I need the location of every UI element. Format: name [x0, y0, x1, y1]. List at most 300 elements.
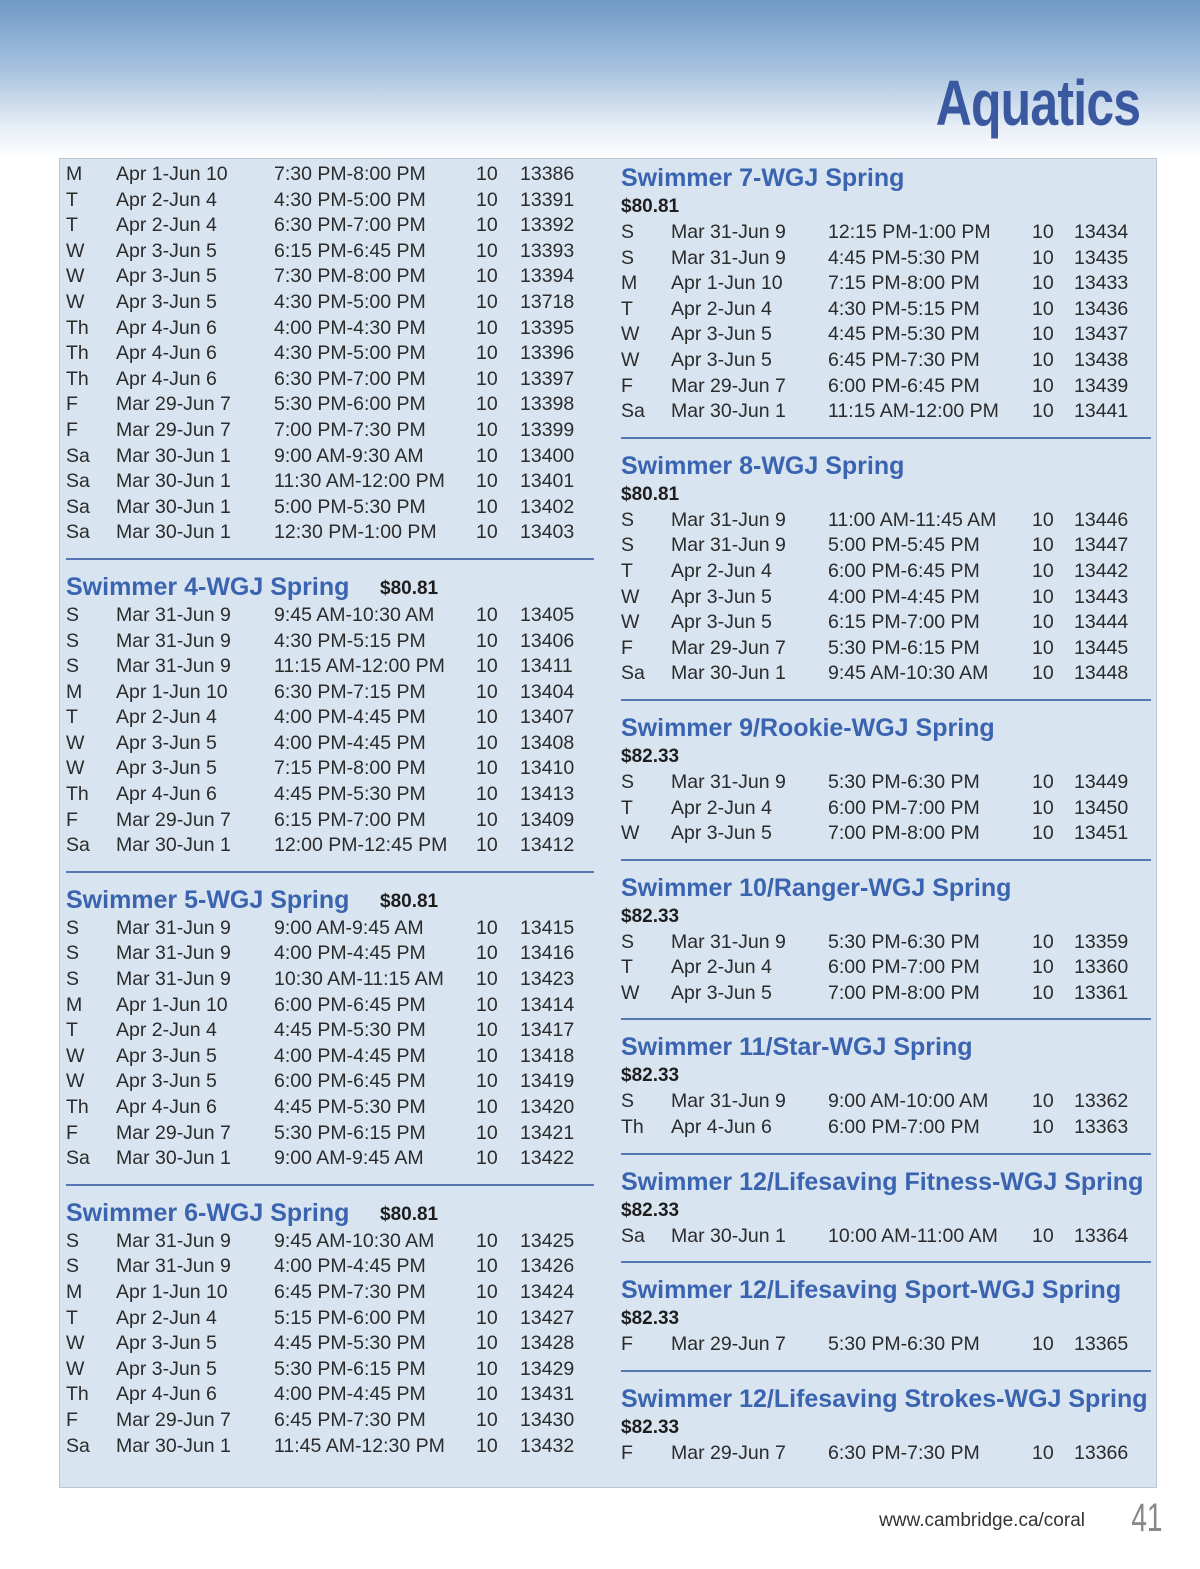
day-cell: F [66, 393, 78, 416]
date-range-cell: Apr 3-Jun 5 [671, 348, 772, 371]
day-cell: S [621, 1090, 635, 1113]
page-number: 41 [1130, 1496, 1162, 1540]
day-cell: F [621, 374, 633, 397]
table-row [621, 821, 1151, 847]
course-code-cell: 13418 [520, 1044, 575, 1067]
course-code-cell: 13427 [520, 1306, 575, 1329]
date-range-cell: Mar 30-Jun 1 [116, 444, 231, 467]
time-cell: 4:00 PM-4:45 PM [274, 1255, 426, 1278]
weeks-cell: 10 [1032, 508, 1054, 531]
divider [621, 699, 1151, 701]
course-code-cell: 13432 [520, 1434, 575, 1457]
time-cell: 5:30 PM-6:15 PM [274, 1357, 426, 1380]
program-price: $80.81 [621, 483, 680, 505]
weeks-cell: 10 [476, 290, 498, 313]
date-range-cell: Apr 2-Jun 4 [116, 706, 217, 729]
weeks-cell: 10 [1032, 1116, 1054, 1139]
day-cell: M [66, 1280, 83, 1303]
table-row [621, 636, 1151, 662]
table-row [66, 1331, 594, 1357]
weeks-cell: 10 [1032, 1333, 1054, 1356]
table-row [66, 341, 594, 367]
date-range-cell: Apr 2-Jun 4 [671, 796, 772, 819]
table-row [621, 508, 1151, 534]
course-code-cell: 13398 [520, 393, 575, 416]
time-cell: 11:15 AM-12:00 PM [828, 400, 999, 423]
date-range-cell: Apr 4-Jun 6 [116, 1096, 217, 1118]
day-cell: Sa [621, 662, 645, 685]
date-range-cell: Apr 1-Jun 10 [116, 1280, 228, 1303]
time-cell: 6:45 PM-7:30 PM [828, 348, 980, 371]
course-code-cell: 13411 [520, 655, 573, 678]
weeks-cell: 10 [476, 1383, 498, 1406]
day-cell: F [66, 418, 78, 441]
date-range-cell: Apr 4-Jun 6 [671, 1116, 772, 1139]
program-title: Swimmer 12/Lifesaving Fitness-WGJ Spring [621, 1167, 1144, 1196]
table-row [66, 1146, 594, 1172]
time-cell: 9:00 AM-10:00 AM [828, 1090, 989, 1113]
time-cell: 9:45 AM-10:30 AM [274, 1229, 435, 1252]
weeks-cell: 10 [476, 1044, 498, 1067]
course-code-cell: 13422 [520, 1147, 575, 1170]
footer-url[interactable]: www.cambridge.ca/coral [879, 1510, 1085, 1531]
date-range-cell: Apr 3-Jun 5 [116, 757, 217, 780]
day-cell: F [66, 1408, 78, 1431]
table-row [66, 1069, 594, 1095]
day-cell: S [66, 655, 80, 678]
table-row [621, 533, 1151, 559]
day-cell: W [66, 1357, 85, 1380]
table-row [621, 770, 1151, 796]
table-row [66, 188, 594, 214]
weeks-cell: 10 [1032, 981, 1054, 1004]
table-row [621, 610, 1151, 636]
date-range-cell: Mar 31-Jun 9 [671, 930, 786, 953]
day-cell: M [621, 272, 638, 295]
table-row [66, 1254, 594, 1280]
program-price: $82.33 [621, 1065, 680, 1087]
course-code-cell: 13415 [520, 916, 575, 939]
date-range-cell: Mar 31-Jun 9 [116, 968, 231, 991]
weeks-cell: 10 [1032, 559, 1054, 582]
date-range-cell: Apr 3-Jun 5 [671, 611, 772, 634]
time-cell: 6:30 PM-7:00 PM [274, 214, 426, 237]
date-range-cell: Mar 29-Jun 7 [671, 636, 786, 659]
course-code-cell: 13391 [520, 188, 575, 211]
divider [621, 437, 1151, 439]
date-range-cell: Mar 31-Jun 9 [116, 655, 231, 678]
table-row [621, 374, 1151, 400]
time-cell: 6:00 PM-6:45 PM [274, 993, 426, 1016]
weeks-cell: 10 [476, 239, 498, 262]
time-cell: 4:00 PM-4:30 PM [274, 316, 426, 339]
weeks-cell: 10 [476, 993, 498, 1016]
table-row [621, 955, 1151, 981]
time-cell: 7:30 PM-8:00 PM [274, 163, 426, 185]
weeks-cell: 10 [476, 1229, 498, 1252]
date-range-cell: Mar 31-Jun 9 [671, 770, 786, 793]
day-cell: W [66, 757, 85, 780]
course-code-cell: 13394 [520, 265, 575, 288]
course-code-cell: 13425 [520, 1229, 575, 1252]
day-cell: W [621, 822, 640, 845]
time-cell: 6:00 PM-7:00 PM [828, 956, 980, 979]
weeks-cell: 10 [476, 968, 498, 991]
time-cell: 9:00 AM-9:45 AM [274, 916, 424, 939]
day-cell: M [66, 680, 83, 703]
weeks-cell: 10 [1032, 796, 1054, 819]
course-code-cell: 13386 [520, 163, 575, 185]
course-code-cell: 13430 [520, 1408, 575, 1431]
page-title: Aquatics [935, 67, 1140, 139]
table-row [621, 1224, 1151, 1250]
weeks-cell: 10 [476, 783, 498, 806]
table-row [621, 661, 1151, 687]
course-code-cell: 13417 [520, 1019, 575, 1042]
table-row [66, 162, 594, 188]
day-cell: W [66, 290, 85, 313]
date-range-cell: Mar 29-Jun 7 [671, 374, 786, 397]
day-cell: T [66, 214, 78, 237]
time-cell: 5:30 PM-6:30 PM [828, 930, 980, 953]
table-row [66, 1306, 594, 1332]
day-cell: Sa [621, 400, 645, 423]
table-row [66, 1382, 594, 1408]
table-row [621, 930, 1151, 956]
time-cell: 10:00 AM-11:00 AM [828, 1224, 998, 1247]
time-cell: 4:45 PM-5:30 PM [828, 246, 980, 269]
table-row [66, 680, 594, 706]
weeks-cell: 10 [1032, 374, 1054, 397]
table-row [66, 316, 594, 342]
course-code-cell: 13405 [520, 603, 575, 626]
day-cell: F [66, 1121, 78, 1144]
day-cell: S [621, 508, 635, 531]
date-range-cell: Apr 4-Jun 6 [116, 1383, 217, 1406]
date-range-cell: Apr 2-Jun 4 [671, 559, 772, 582]
date-range-cell: Mar 29-Jun 7 [116, 808, 231, 831]
program-price: $80.81 [380, 577, 439, 599]
program-title: Swimmer 6-WGJ Spring [66, 1198, 350, 1227]
time-cell: 6:30 PM-7:15 PM [274, 680, 426, 703]
weeks-cell: 10 [476, 655, 498, 678]
table-row [621, 246, 1151, 272]
day-cell: F [66, 808, 78, 831]
course-code-cell: 13408 [520, 731, 575, 754]
weeks-cell: 10 [476, 1070, 498, 1093]
table-row [66, 1408, 594, 1434]
time-cell: 7:00 PM-8:00 PM [828, 981, 980, 1004]
weeks-cell: 10 [476, 680, 498, 703]
time-cell: 4:00 PM-4:45 PM [274, 1383, 426, 1406]
weeks-cell: 10 [476, 1306, 498, 1329]
table-row [66, 1095, 594, 1121]
table-row [66, 418, 594, 444]
time-cell: 4:30 PM-5:00 PM [274, 290, 426, 313]
date-range-cell: Apr 3-Jun 5 [116, 731, 217, 754]
time-cell: 5:30 PM-6:00 PM [274, 393, 426, 416]
course-code-cell: 13416 [520, 942, 575, 965]
table-row [66, 239, 594, 265]
date-range-cell: Mar 29-Jun 7 [116, 393, 231, 416]
day-cell: T [66, 188, 78, 211]
date-range-cell: Mar 29-Jun 7 [671, 1441, 786, 1464]
table-row [621, 1089, 1151, 1115]
day-cell: Sa [66, 470, 90, 493]
day-cell: Sa [66, 1434, 90, 1457]
weeks-cell: 10 [1032, 272, 1054, 295]
course-code-cell: 13433 [1074, 272, 1129, 295]
course-code-cell: 13401 [520, 470, 575, 493]
weeks-cell: 10 [476, 603, 498, 626]
date-range-cell: Apr 1-Jun 10 [671, 272, 783, 295]
time-cell: 4:00 PM-4:45 PM [828, 585, 980, 608]
weeks-cell: 10 [476, 757, 498, 780]
time-cell: 6:15 PM-7:00 PM [274, 808, 426, 831]
weeks-cell: 10 [476, 316, 498, 339]
weeks-cell: 10 [1032, 246, 1054, 269]
day-cell: Sa [66, 444, 90, 467]
table-row [66, 367, 594, 393]
date-range-cell: Apr 3-Jun 5 [116, 265, 217, 288]
course-code-cell: 13429 [520, 1357, 575, 1380]
day-cell: S [621, 930, 635, 953]
time-cell: 5:00 PM-5:45 PM [828, 534, 980, 557]
day-cell: S [621, 534, 635, 557]
course-code-cell: 13361 [1074, 981, 1129, 1004]
day-cell: S [66, 603, 80, 626]
weeks-cell: 10 [476, 521, 498, 544]
course-code-cell: 13365 [1074, 1333, 1129, 1356]
day-cell: Sa [621, 1224, 645, 1247]
time-cell: 4:00 PM-4:45 PM [274, 942, 426, 965]
table-row [66, 1280, 594, 1306]
day-cell: M [66, 163, 83, 185]
day-cell: T [621, 796, 633, 819]
program-header [66, 571, 594, 603]
date-range-cell: Apr 3-Jun 5 [671, 323, 772, 346]
table-row [66, 967, 594, 993]
date-range-cell: Mar 31-Jun 9 [116, 1255, 231, 1278]
table-row [66, 213, 594, 239]
table-row [621, 271, 1151, 297]
date-range-cell: Mar 29-Jun 7 [116, 1121, 231, 1144]
time-cell: 12:30 PM-1:00 PM [274, 521, 437, 544]
course-code-cell: 13437 [1074, 323, 1129, 346]
day-cell: F [621, 1333, 633, 1356]
course-code-cell: 13412 [520, 834, 575, 857]
program-header [66, 884, 594, 916]
weeks-cell: 10 [1032, 348, 1054, 371]
time-cell: 6:00 PM-7:00 PM [828, 1116, 980, 1139]
table-row [66, 756, 594, 782]
day-cell: Th [66, 783, 89, 806]
program-title: Swimmer 11/Star-WGJ Spring [621, 1033, 973, 1062]
weeks-cell: 10 [476, 731, 498, 754]
weeks-cell: 10 [1032, 636, 1054, 659]
day-cell: S [66, 1255, 80, 1278]
time-cell: 6:15 PM-7:00 PM [828, 611, 980, 634]
program-title: Swimmer 12/Lifesaving Strokes-WGJ Spring [621, 1384, 1148, 1413]
date-range-cell: Apr 3-Jun 5 [116, 1070, 217, 1093]
date-range-cell: Mar 31-Jun 9 [116, 603, 231, 626]
time-cell: 7:15 PM-8:00 PM [828, 272, 980, 295]
program-price: $82.33 [621, 905, 680, 927]
time-cell: 7:00 PM-8:00 PM [828, 822, 980, 845]
course-code-cell: 13400 [520, 444, 575, 467]
course-code-cell: 13397 [520, 367, 575, 390]
day-cell: Th [66, 316, 89, 339]
course-code-cell: 13445 [1074, 636, 1129, 659]
date-range-cell: Apr 3-Jun 5 [671, 585, 772, 608]
course-code-cell: 13448 [1074, 662, 1129, 685]
course-code-cell: 13451 [1074, 822, 1129, 845]
day-cell: M [66, 993, 83, 1016]
day-cell: S [66, 1229, 80, 1252]
time-cell: 4:45 PM-5:30 PM [828, 323, 980, 346]
date-range-cell: Apr 2-Jun 4 [116, 1019, 217, 1042]
table-row [621, 1115, 1151, 1141]
date-range-cell: Mar 31-Jun 9 [671, 1090, 786, 1113]
time-cell: 6:15 PM-6:45 PM [274, 239, 426, 262]
day-cell: W [66, 731, 85, 754]
divider [66, 871, 594, 873]
time-cell: 6:30 PM-7:30 PM [828, 1441, 980, 1464]
date-range-cell: Apr 2-Jun 4 [116, 214, 217, 237]
day-cell: S [66, 942, 80, 965]
time-cell: 11:30 AM-12:00 PM [274, 470, 445, 493]
day-cell: S [66, 916, 80, 939]
weeks-cell: 10 [476, 495, 498, 518]
day-cell: F [621, 1441, 633, 1464]
time-cell: 4:00 PM-4:45 PM [274, 731, 426, 754]
time-cell: 4:30 PM-5:15 PM [828, 297, 980, 320]
time-cell: 4:45 PM-5:30 PM [274, 1332, 426, 1355]
time-cell: 9:00 AM-9:30 AM [274, 444, 424, 467]
table-row [66, 1357, 594, 1383]
program-title: Swimmer 7-WGJ Spring [621, 164, 905, 192]
table-row [66, 731, 594, 757]
date-range-cell: Mar 30-Jun 1 [116, 495, 231, 518]
date-range-cell: Apr 2-Jun 4 [116, 1306, 217, 1329]
day-cell: W [66, 265, 85, 288]
time-cell: 6:00 PM-6:45 PM [274, 1070, 426, 1093]
course-code-cell: 13366 [1074, 1441, 1129, 1464]
table-row [66, 444, 594, 470]
program-price: $82.33 [621, 1308, 680, 1330]
weeks-cell: 10 [1032, 297, 1054, 320]
weeks-cell: 10 [476, 444, 498, 467]
weeks-cell: 10 [1032, 1090, 1054, 1113]
date-range-cell: Apr 4-Jun 6 [116, 342, 217, 365]
weeks-cell: 10 [476, 629, 498, 652]
table-row [66, 705, 594, 731]
time-cell: 4:30 PM-5:00 PM [274, 188, 426, 211]
time-cell: 5:30 PM-6:30 PM [828, 1333, 980, 1356]
weeks-cell: 10 [476, 470, 498, 493]
course-code-cell: 13413 [520, 783, 575, 806]
right-column [621, 159, 1151, 1466]
weeks-cell: 10 [1032, 400, 1054, 423]
day-cell: Th [66, 342, 89, 365]
divider [621, 1018, 1151, 1020]
course-code-cell: 13406 [520, 629, 575, 652]
weeks-cell: 10 [476, 1147, 498, 1170]
date-range-cell: Mar 31-Jun 9 [116, 916, 231, 939]
day-cell: Sa [66, 1147, 90, 1170]
time-cell: 6:45 PM-7:30 PM [274, 1280, 426, 1303]
course-code-cell: 13407 [520, 706, 575, 729]
table-row [66, 941, 594, 967]
date-range-cell: Mar 29-Jun 7 [116, 1408, 231, 1431]
time-cell: 7:00 PM-7:30 PM [274, 418, 426, 441]
course-code-cell: 13431 [520, 1383, 575, 1406]
date-range-cell: Mar 30-Jun 1 [671, 662, 786, 685]
day-cell: T [66, 706, 78, 729]
table-row [621, 322, 1151, 348]
program-price: $80.81 [621, 196, 680, 217]
weeks-cell: 10 [1032, 585, 1054, 608]
course-code-cell: 13423 [520, 968, 575, 991]
divider [621, 1370, 1151, 1372]
date-range-cell: Mar 30-Jun 1 [671, 400, 786, 423]
weeks-cell: 10 [476, 1357, 498, 1380]
course-code-cell: 13426 [520, 1255, 575, 1278]
time-cell: 7:15 PM-8:00 PM [274, 757, 426, 780]
table-row [66, 603, 594, 629]
table-row [621, 348, 1151, 374]
course-code-cell: 13393 [520, 239, 575, 262]
weeks-cell: 10 [1032, 770, 1054, 793]
course-code-cell: 13447 [1074, 534, 1129, 557]
weeks-cell: 10 [1032, 221, 1054, 243]
table-row [66, 264, 594, 290]
date-range-cell: Apr 3-Jun 5 [116, 1044, 217, 1067]
date-range-cell: Mar 31-Jun 9 [671, 221, 786, 243]
time-cell: 11:00 AM-11:45 AM [828, 508, 997, 531]
weeks-cell: 10 [1032, 534, 1054, 557]
divider [621, 1261, 1151, 1263]
table-row [66, 1044, 594, 1070]
weeks-cell: 10 [476, 1019, 498, 1042]
day-cell: T [621, 956, 633, 979]
course-code-cell: 13396 [520, 342, 575, 365]
weeks-cell: 10 [476, 1434, 498, 1457]
program-price: $80.81 [380, 1203, 439, 1225]
day-cell: S [621, 770, 635, 793]
date-range-cell: Mar 30-Jun 1 [116, 470, 231, 493]
day-cell: W [621, 981, 640, 1004]
course-code-cell: 13364 [1074, 1224, 1129, 1247]
program-title: Swimmer 10/Ranger-WGJ Spring [621, 873, 1012, 902]
date-range-cell: Apr 3-Jun 5 [671, 981, 772, 1004]
date-range-cell: Mar 30-Jun 1 [116, 521, 231, 544]
day-cell: Th [66, 367, 89, 390]
left-column [66, 159, 594, 1459]
table-row [66, 808, 594, 834]
date-range-cell: Apr 3-Jun 5 [116, 290, 217, 313]
course-code-cell: 13362 [1074, 1090, 1129, 1113]
date-range-cell: Apr 4-Jun 6 [116, 367, 217, 390]
time-cell: 5:00 PM-5:30 PM [274, 495, 426, 518]
time-cell: 6:00 PM-6:45 PM [828, 559, 980, 582]
course-code-cell: 13404 [520, 680, 575, 703]
date-range-cell: Mar 29-Jun 7 [116, 418, 231, 441]
table-row [66, 392, 594, 418]
time-cell: 9:45 AM-10:30 AM [828, 662, 989, 685]
day-cell: W [621, 323, 640, 346]
table-row [66, 833, 594, 859]
